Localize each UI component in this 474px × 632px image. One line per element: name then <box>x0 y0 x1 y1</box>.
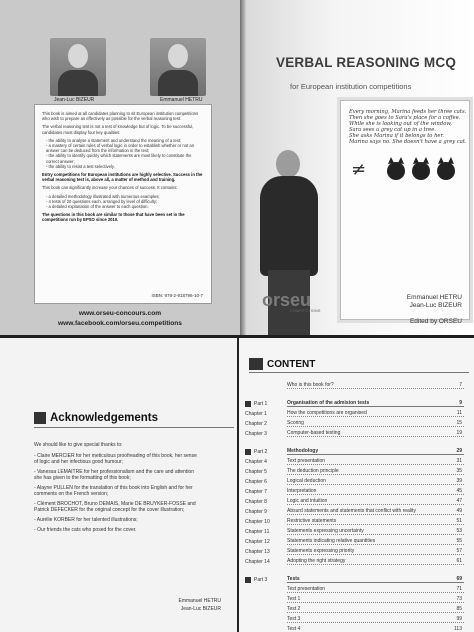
blurb-qualities-lead: The verbal reasoning test is not a test of knowledge but of logic. To be successful, candidates must display four key qualities: <box>42 124 194 135</box>
contains-item: - 4 tests of 20 questions each, arranged by level of difficulty; <box>46 198 158 204</box>
handwriting-line: Then she goes to Sara's place for a coffee. <box>349 115 461 121</box>
thanks-item: - Claire MERCIER for her meticulous proofreading of this book, her sense of logic and her infectious good humour; <box>34 453 202 465</box>
toc-leader <box>287 478 464 485</box>
toc-page-number: 99 <box>456 616 462 622</box>
toc-part-label <box>239 431 287 437</box>
contains-item: - a detailed explanation of the answer to each question. <box>46 204 149 210</box>
toc-label: Test 1 <box>287 596 301 602</box>
toc-part-label <box>239 449 287 455</box>
toc-label: Statements indicating relative quantities <box>287 538 376 544</box>
toc-part-label <box>239 489 287 495</box>
toc-part-text: Chapter 7 <box>245 489 267 495</box>
toc-part-row <box>239 446 464 455</box>
logo-subtitle: COMPETITIONS <box>290 308 321 313</box>
book-spine <box>240 0 246 335</box>
toc-entry-row <box>239 604 464 613</box>
toc-leader <box>287 606 464 613</box>
toc-leader <box>287 596 464 603</box>
toc-page-number: 57 <box>456 548 462 554</box>
toc-label: Tests <box>287 576 300 582</box>
toc-page-number: 55 <box>456 538 462 544</box>
orseu-logo: orseu <box>262 290 312 310</box>
toc-leader <box>287 548 464 555</box>
acknowledgements-title: Acknowledgements <box>50 412 158 424</box>
handwriting-line: Every morning, Marina feeds her three cats. <box>349 109 467 115</box>
facebook-url: www.facebook.com/orseu.competitions <box>58 320 182 327</box>
toc-entry-row <box>239 536 464 545</box>
cover-subtitle: for European institution competitions <box>290 82 412 91</box>
toc-leader <box>287 586 464 593</box>
quality-item: - a mastery of certain rules of verbal logic in order to establish whether or not an answer can be deduced from the information in the text; <box>46 143 195 154</box>
toc-label: Organisation of the admision tests <box>287 400 370 406</box>
toc-label: Interpretation <box>287 488 317 494</box>
toc-leader <box>287 410 464 417</box>
toc-leader <box>287 448 464 455</box>
toc-part-label <box>239 459 287 465</box>
heading-rule <box>34 427 234 428</box>
toc-leader <box>287 400 464 407</box>
toc-label: Logic and intuition <box>287 498 328 504</box>
toc-leader <box>287 576 464 583</box>
content-page <box>239 338 474 632</box>
toc-label: Restrictive statements <box>287 518 337 524</box>
toc-entry-row <box>239 456 464 465</box>
heading-rule <box>249 372 469 373</box>
toc-page-number: 9 <box>459 400 462 406</box>
thanks-block <box>34 442 202 537</box>
content-heading <box>249 358 469 370</box>
part-square-icon <box>245 577 251 583</box>
toc-part-label <box>239 539 287 545</box>
toc-part-text: Part 2 <box>254 449 268 455</box>
toc-label: Logical deduction <box>287 478 326 484</box>
toc-part-text: Chapter 9 <box>245 509 267 515</box>
toc-entry-row <box>239 594 464 603</box>
cover-editor: Edited by ORSEU <box>409 318 462 325</box>
quality-item: - the ability to resist a test selectively. <box>46 163 115 169</box>
toc-page-number: 47 <box>456 498 462 504</box>
toc-page-number: 49 <box>456 508 462 514</box>
website-url: www.orseu-concours.com <box>78 310 162 317</box>
blurb-similar: The questions in this book are similar to those that have been set in the competitions run by EPSO since 2010. <box>42 212 185 223</box>
thanks-item: - Vanessa LEMAITRE for her professionalism and the care and attention she has given to the formatting of this book; <box>34 469 202 481</box>
blurb-increase: This book can significantly increase your chances of success. It contains: <box>42 185 178 191</box>
toc-part-label <box>239 421 287 427</box>
toc-part-text: Part 1 <box>254 401 268 407</box>
section-square-icon <box>34 412 46 424</box>
toc-part-text: Chapter 10 <box>245 519 270 525</box>
toc-part-label <box>239 479 287 485</box>
toc-entry-row <box>239 380 464 389</box>
toc-part-text: Chapter 3 <box>245 431 267 437</box>
toc-part-label <box>239 559 287 565</box>
contains-item: - a detailed methodology illustrated with numerous examples; <box>46 193 160 199</box>
author-photo-left <box>50 38 106 96</box>
toc-entry-row <box>239 516 464 525</box>
toc-part-label <box>239 529 287 535</box>
handwriting-line: Marina says no. She doesn't have a grey cat. <box>349 139 467 145</box>
toc-label: Test 4 <box>287 626 301 632</box>
toc-part-text: Chapter 13 <box>245 549 270 555</box>
signature-2: Jean-Luc BIZEUR <box>180 606 221 612</box>
thanks-item: - Clément BROCHOT, Bruno DEMAIS, Marie DE BRUYKER-FOSSE and Patrick DEFECKER for the original concept for the cover illustration; <box>34 501 202 513</box>
toc-part-label <box>239 401 287 407</box>
toc-leader <box>287 616 464 623</box>
toc-page-number: 71 <box>456 586 462 592</box>
toc-entry-row <box>239 428 464 437</box>
toc-label: Test presentation <box>287 586 326 592</box>
toc-leader <box>287 626 464 632</box>
quality-item: - the ability to identify quickly which statements are most likely to constitute the correct answer; <box>46 153 192 164</box>
toc-part-text: Chapter 12 <box>245 539 270 545</box>
toc-leader <box>287 518 464 525</box>
author-photo-right <box>150 38 206 96</box>
toc-page-number: 7 <box>459 382 462 388</box>
contains-list <box>46 194 204 210</box>
toc-part-text: Chapter 11 <box>245 529 270 535</box>
handwriting-line: Sara sees a grey cat up in a tree. <box>349 127 436 133</box>
toc-entry-row <box>239 496 464 505</box>
back-cover <box>0 0 240 335</box>
toc-page-number: 53 <box>456 528 462 534</box>
cats-drawing-icon <box>351 157 461 187</box>
toc-label: Test 3 <box>287 616 301 622</box>
handwriting-line: She asks Marina if it belongs to her. <box>349 133 445 139</box>
toc-entry-row <box>239 476 464 485</box>
toc-entry-row <box>239 624 464 632</box>
toc-page-number: 39 <box>456 478 462 484</box>
cover-author-2: Jean-Luc BIZEUR <box>409 302 462 309</box>
signature-1: Emmanuel HETRU <box>178 598 221 604</box>
toc-leader <box>287 458 464 465</box>
toc-page-number: 31 <box>456 458 462 464</box>
toc-part-text: Chapter 6 <box>245 479 267 485</box>
toc-label: Who is this book for? <box>287 382 334 388</box>
toc-part-row <box>239 574 464 583</box>
cover-author-1: Emmanuel HETRU <box>406 294 462 301</box>
toc-leader <box>287 468 464 475</box>
quality-item: - the ability to analyse a statement and understand the meaning of a text; <box>46 137 182 143</box>
cover-title: VERBAL REASONING MCQ <box>276 55 457 70</box>
toc-page-number: 19 <box>456 430 462 436</box>
part-square-icon <box>245 401 251 407</box>
toc-leader <box>287 498 464 505</box>
thanks-list <box>34 453 202 533</box>
toc-part-label <box>239 469 287 475</box>
toc-part-label <box>239 577 287 583</box>
svg-text:≠: ≠ <box>351 159 367 180</box>
toc-leader <box>287 508 464 515</box>
toc-part-label <box>239 499 287 505</box>
toc-leader <box>287 558 464 565</box>
isbn: ISBN: 978-2-918796-10-7 <box>151 292 203 298</box>
toc-label: Scoring <box>287 420 304 426</box>
toc-label: Text presentation <box>287 458 326 464</box>
blurb-intro: This book is aimed at all candidates planning to sit European institution competitions who wish to prepare as effectively as possible for the verbal reasoning test. <box>42 111 199 122</box>
toc-part-label <box>239 549 287 555</box>
toc-page-number: 73 <box>456 596 462 602</box>
author-caption-left: Jean-Luc BIZEUR <box>54 97 95 103</box>
thanks-item: - Alayne PULLEN for the translation of this book into English and for her comments on the French version; <box>34 485 202 497</box>
toc-leader <box>287 420 464 427</box>
toc-part-label <box>239 509 287 515</box>
author-caption-right: Emmanuel HETRU <box>160 97 203 103</box>
toc-leader <box>287 430 464 437</box>
toc-page-number: 85 <box>456 606 462 612</box>
toc-label: Statements expressing uncertainty <box>287 528 364 534</box>
toc-label: Computer-based testing <box>287 430 341 436</box>
toc-page-number: 113 <box>454 626 462 632</box>
toc-part-label <box>239 519 287 525</box>
part-square-icon <box>245 449 251 455</box>
toc-part-text: Chapter 1 <box>245 411 267 417</box>
toc-page-number: 69 <box>456 576 462 582</box>
toc-entry-row <box>239 614 464 623</box>
toc-entry-row <box>239 556 464 565</box>
section-square-icon <box>249 358 263 370</box>
handwriting-line: While she is looking out of the window, <box>349 121 452 127</box>
toc-page-number: 45 <box>456 488 462 494</box>
toc-part-label <box>239 411 287 417</box>
toc-label: Test 2 <box>287 606 301 612</box>
toc-label: How the competitions are organised <box>287 410 367 416</box>
toc-label: Adopting the right strategy <box>287 558 346 564</box>
back-cover-blurb <box>34 104 212 304</box>
toc-label: The deduction principle <box>287 468 339 474</box>
toc-part-row <box>239 398 464 407</box>
toc-entry-row <box>239 506 464 515</box>
toc-part-text: Chapter 14 <box>245 559 270 565</box>
qualities-list <box>46 138 204 169</box>
acknowledgements-page <box>0 338 237 632</box>
toc-page-number: 35 <box>456 468 462 474</box>
toc-label: Methodology <box>287 448 319 454</box>
toc-leader <box>287 382 464 389</box>
toc-entry-row <box>239 418 464 427</box>
toc-entry-row <box>239 466 464 475</box>
toc-page-number: 61 <box>456 558 462 564</box>
front-cover <box>240 0 474 335</box>
toc-entry-row <box>239 526 464 535</box>
toc-entry-row <box>239 486 464 495</box>
toc-part-text: Chapter 8 <box>245 499 267 505</box>
thanks-lead: We should like to give special thanks to: <box>34 442 123 448</box>
flipchart <box>340 100 470 320</box>
inner-spread <box>0 338 474 632</box>
thanks-item: - Our friends the cats who posed for the cover. <box>34 527 202 533</box>
toc-page-number: 15 <box>456 420 462 426</box>
toc-part-text: Chapter 5 <box>245 469 267 475</box>
toc-part-text: Chapter 4 <box>245 459 267 465</box>
toc-label: Absurd statements and statements that conflict with reality <box>287 508 416 514</box>
toc-part-text: Part 3 <box>254 577 268 583</box>
toc-page-number: 51 <box>456 518 462 524</box>
toc-part-text: Chapter 2 <box>245 421 267 427</box>
toc-entry-row <box>239 546 464 555</box>
toc-entry-row <box>239 584 464 593</box>
toc-leader <box>287 528 464 535</box>
toc-entry-row <box>239 408 464 417</box>
thanks-item: - Aurélie KORBER for her talented illustrations; <box>34 517 202 523</box>
toc-leader <box>287 488 464 495</box>
toc-label: Statements expressing priority <box>287 548 355 554</box>
toc-page-number: 11 <box>456 410 462 416</box>
acknowledgements-heading <box>34 412 234 424</box>
toc-page-number: 29 <box>456 448 462 454</box>
blurb-entry: Entry competitions for European institutions are highly selective. Success in the verbal reasoning test is, above all, a matter of method and training. <box>42 172 203 183</box>
content-title: CONTENT <box>267 358 316 370</box>
toc-leader <box>287 538 464 545</box>
